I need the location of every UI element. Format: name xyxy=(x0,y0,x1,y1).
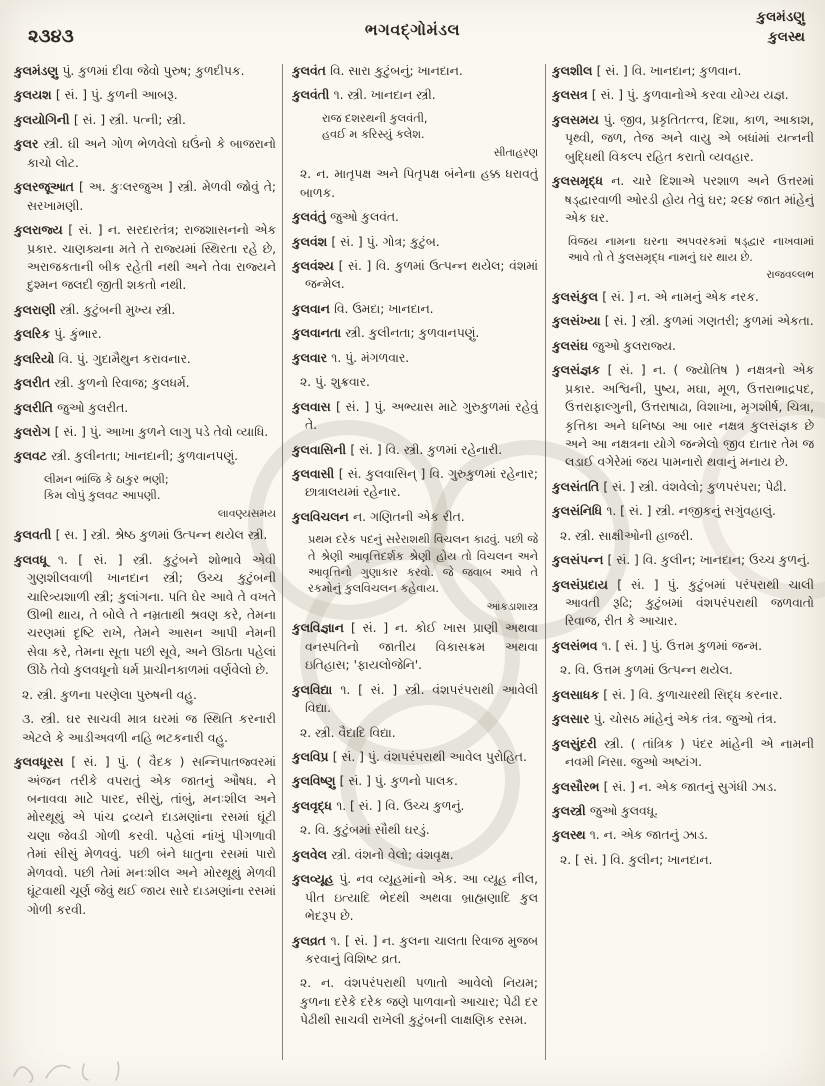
entry-subsense: ૨. સ્ત્રી. વૈદાદિ વિદ્યા. xyxy=(300,725,396,740)
headword: કુલશીલ xyxy=(552,64,597,78)
headword: કુલવિષ્ણુ xyxy=(292,774,340,789)
dictionary-entry: કુલરિયો વિ. પું. ગુદામૈથુન કરાવનાર. xyxy=(14,351,191,366)
dictionary-entry: કુલવાસિની [ સં. ] વિ. સ્ત્રી. કુળમાં રહેનારી. xyxy=(292,442,503,457)
headword: કુલરાણી xyxy=(14,302,60,317)
dictionary-entry: કુલવધૂરસ [ સં. ] પું. ( વૈદક ) સન્નિપાતજ્વરમાં અંજન તરીકે વપરાતું એક જાતનું ઔષધ. ને બનાવવા માટે પારદ, સીસું, તાંબું, મનઃશીલ અને મોરથૂથું એ પાંચ દ્રવ્યને દાડમણાંના રસમાં ઘૂંટી ચણા જેવડી ગોળી કરવી. પહેલાં નાંખું પીગળાવી તેમાં સીસું મેળવવું. પછી બંને ધાતુના રસમાં પારો મેળવવો. પછી તેમાં મનઃશીલ અને મોરથૂથું મેળવી ઘૂંટવાથી ચૂર્ણ જેવું થઈ જાય સારે દાડમણાંના રસમાં ગોળી કરવી. xyxy=(14,755,276,917)
headword: કુલસંનિધિ xyxy=(552,504,607,519)
dictionary-entry: કુલવેલ સ્ત્રી. વંશનો વેલો; વંશવૃક્ષ. xyxy=(292,847,454,862)
headword: કુલમંડણુ xyxy=(14,64,63,78)
headword: કુલરીત xyxy=(14,376,55,391)
dictionary-entry: કુલસુંદરી સ્ત્રી. ( તાંત્રિક ) પંદર માંહેની એ નામની નવમી નિસા. જુઓ અષ્ટાંગ. xyxy=(552,736,814,770)
citation: આંકડાશાસ્ત્ર xyxy=(486,599,538,613)
headword: કુલવટ xyxy=(14,449,52,464)
headword: કુલસંભવ xyxy=(552,638,602,653)
headword: કુલયોગિની xyxy=(14,112,74,127)
headword: કુલવાર xyxy=(292,350,332,365)
text-column-2 xyxy=(292,62,538,1066)
dictionary-entry: કુલવાર ૧. પું. મંગળવાર. xyxy=(292,350,410,365)
headword: કુલવાનતા xyxy=(292,326,346,341)
headword: કુલવૃદ્ધ xyxy=(292,798,337,813)
dictionary-entry: કુલસંઘ જુઓ કુલરાજ્ય. xyxy=(552,338,676,353)
headword: કુલવાસ xyxy=(292,399,336,414)
dictionary-entry: કુલરિક પું. કુંભાર. xyxy=(14,327,102,342)
headword: કુલસંકુલ xyxy=(552,289,603,304)
entry-subsense: ૨. ન. વંશપરંપરાથી પળાતો આવેલો નિયમ; કુળના દરેકે દરેક જણે પાળવાનો આચાર; પેઢી દર પેઢીથી સાચવી રાખેલી કુટુંબની લાક્ષણિક રસમ. xyxy=(300,976,538,1028)
headword: કુલવંશ xyxy=(292,234,332,249)
dictionary-entry: કુલસંપન્ન [ સં. ] વિ. કુલીન; ખાનદાન; ઉચ્ચ કુળનું. xyxy=(552,553,811,568)
dictionary-entry: કુલવટ સ્ત્રી. કુલીનતા; ખાનદાની; કુળવાનપણું. xyxy=(14,449,239,464)
dictionary-entry: કુલવિપ્ર [ સં. ] પું. વંશપરંપરાથી આવેલ પુરોહિત. xyxy=(292,750,527,765)
headword: કુલવાસી xyxy=(292,466,339,481)
dictionary-entry: કુલરીતિ જુઓ કુલરીત. xyxy=(14,400,129,415)
dictionary-entry: કુલવાસ [ સં. ] પું. અભ્યાસ માટે ગુરુકુળમાં રહેવું તે. xyxy=(292,399,538,433)
verse-line: કિમ લોપું કુલવટ આપણી. xyxy=(44,489,161,503)
entry-subsense: ૨. સ્ત્રી. સાક્ષીઓની હાજરી. xyxy=(560,528,694,543)
headword: કુલરીતિ xyxy=(14,400,58,415)
dictionary-entry: કુલસમૃદ્ધ ન. ચારે દિશાએ પરશાળ અને ઉત્તરમાં ષડ્દ્વારવાળી ઓરડી હોય તેવું ઘર; ૨૯૪ જાત માંહેનું એક ઘર. xyxy=(552,174,814,226)
entry-subsense: ૨. સ્ત્રી. કુળના પરણેલા પુરુષની વહુ. xyxy=(22,687,197,702)
headword: કુલસાધક xyxy=(552,687,604,702)
headword: કુલવિદ્યા xyxy=(292,682,341,697)
headword: કુલવધૂ xyxy=(14,552,58,567)
dictionary-entry: કુલવંશ્ય [ સં. ] વિ. કુળમાં ઉત્પન્ન થયેલ; વંશમાં જન્મેલ. xyxy=(292,259,538,292)
pencil-mark xyxy=(6,1056,196,1084)
dictionary-entry: કુલસાધક [ સં. ] વિ. કુળાચારથી સિદ્ધ કરનાર. xyxy=(552,687,783,702)
headword: કુલસત્ર xyxy=(552,88,592,103)
dictionary-entry: કુલવિજ્ઞાન [ સં. ] ન. કોઈ ખાસ પ્રાણી અથવા વનસ્પતિનો જાતીય વિકાસક્રમ અથવા ઇતિહાસ; 'ફાયલોજેનિ'. xyxy=(292,621,538,673)
dictionary-entry: કુલવિષ્ણુ [ સં. ] પું. કુળનો પાલક. xyxy=(292,774,458,789)
headword: કુલવિચલન xyxy=(292,509,353,524)
headword: કુલરજૂઆત xyxy=(14,180,80,195)
guide-word-bottom: કુલસ્થ xyxy=(768,28,805,45)
dictionary-entry: કુલસ્થ ૧. ન. એક જાતનું ઝાડ. xyxy=(552,828,708,843)
headword: કુલવંશ્ય xyxy=(292,259,339,274)
dictionary-entry: કુલશીલ [ સં. ] વિ. ખાનદાન; કુળવાન. xyxy=(552,64,742,78)
headword: કુલસ્થ xyxy=(552,828,590,843)
book-title: ભગવદ્ગોમંડલ xyxy=(364,20,461,39)
verse-line: હવઈ મ કરિસ્યું કલેશ. xyxy=(322,128,425,142)
dictionary-entry: કુલવંતી ૧. સ્ત્રી. ખાનદાન સ્ત્રી. xyxy=(292,88,436,103)
dictionary-entry: કુલસંજ્ઞક [ સં. ] ન. ( જ્યોતિષ ) નક્ષત્રનો એક પ્રકાર. અશ્વિની, પુષ્ય, મઘા, મૂળ, ઉત્તરાભાદ્રપદ, ઉત્તરાફાલ્ગુની, ઉત્તરાષાઢા, વિશાખા, મૃગશીર્ષ, ચિત્રા, કૃત્તિકા અને ધનિષ્ઠા આ બાર નક્ષત્ર કુલસંજ્ઞક છે અને આ નક્ષત્રના યોગે જન્મેલો જીવ દાતાર તેમ જ લડાઈ વગેરેમાં જય પામનારો થવાનું મનાય છે. xyxy=(552,363,814,470)
headword: કુલવતી xyxy=(14,528,56,543)
headword: કુલસંખ્યા xyxy=(552,314,605,329)
headword: કુલસુંદરી xyxy=(552,736,605,751)
headword: કુલસ્ત્રી xyxy=(552,803,590,818)
headword: કુલસંપન્ન xyxy=(552,553,608,568)
headword: કુલરિયો xyxy=(14,351,59,366)
dictionary-entry: કુલસૌરભ [ સં. ] ન. એક જાતનું સુગંધી ઝાડ. xyxy=(552,779,777,794)
headword: કુલસંજ્ઞક xyxy=(552,363,608,378)
headword: કુલવ્યૂહ xyxy=(292,872,340,887)
headword: કુલર xyxy=(14,137,44,152)
entry-subsense: ૨. [ સં. ] વિ. કુલીન; ખાનદાન. xyxy=(560,852,713,867)
dictionary-entry: કુલવધૂ ૧. [ સં. ] સ્ત્રી. કુટુંબને શોભાવે એવી ગુણશીલવાળી ખાનદાન સ્ત્રી; ઉચ્ચ કુટુંબની ચારિત્ર્યશાળી સ્ત્રી; કુલાંગના. પતિ ઘેર આવે તે વખતે ઊભી થાય, તે બોલે તે નમ્રતાથી શ્રવણ કરે, તેમના ચરણમાં દૃષ્ટિ રાખે, તેમને આસન આપી નેમની સેવા કરે, તેમના સૂતા પછી સૂવે, અને ઊઠતા પહેલાં ઊઠે તેવો કુલવધૂનો ધર્મ પ્રાચીનકાળમાં વર્ણવેલો છે. xyxy=(14,552,276,678)
explanatory-note: પ્રથમ દરેક પદનું સરેરાશથી વિચલન કાઢવું. પછી જે તે શ્રેણી આવૃત્તિદર્શક શ્રેણી હોય તો વિચલન અને આવૃત્તિનો ગુણાકાર કરવો. જે જવાબ આવે તે રકમોનું કુલવિચલન કહેવાય. આંકડાશાસ્ત્ર xyxy=(308,533,538,613)
headword: કુલવાન xyxy=(292,301,335,316)
dictionary-entry: કુલયશ [ સં. ] પું. કુળની આબરૂ. xyxy=(14,88,178,103)
dictionary-entry: કુલવાસી [ સં. કુલવાસિન્ ] વિ. ગુરુકુળમાં રહેનાર; છાત્રાલયમાં રહેનાર. xyxy=(292,466,538,500)
text-column-1 xyxy=(14,62,276,1066)
dictionary-entry: કુલવિચલન ન. ગણિતની એક રીત. xyxy=(292,509,465,524)
dictionary-entry: કુલમંડણુ પું. કુળમાં દીવા જેવો પુરુષ; કુળદીપક. xyxy=(14,64,245,78)
dictionary-entry: કુલર સ્ત્રી. ઘી અને ગોળ ભેળવેલો ઘઉંનો કે બાજરાનો કાચો લોટ. xyxy=(14,137,276,170)
page-number: ૨૩૪૩ xyxy=(28,26,74,47)
dictionary-entry: કુલવંતું જુઓ કુલવંત. xyxy=(292,210,399,225)
dictionary-entry: કુલવાનતા સ્ત્રી. કુલીનતા; કુળવાનપણું. xyxy=(292,326,480,341)
entry-subsense: ૨. વિ. ઉત્તમ કુળમાં ઉત્પન્ન થયેલ. xyxy=(560,663,733,678)
dictionary-entry: કુલવૃદ્ધ ૧. [ સં. ] વિ. ઉચ્ચ કુળનું. xyxy=(292,798,465,813)
verse-quote xyxy=(44,472,276,521)
dictionary-entry: કુલરાજ્ય [ સં. ] ન. સરદારતંત્ર; રાજશાસનનો એક પ્રકાર. ચાણક્યના મતે તે રાજ્યમાં સ્થિરતા રહે છે, અરાજકતાની બીક રહેતી નથી અને તેવા રાજ્યને દુશ્મન જલદી જીતી શકતો નથી. xyxy=(14,223,276,293)
dictionary-entry: કુલસાર પું. ચોસઠ માંહેનું એક તંત્ર. જુઓ તંત્ર. xyxy=(552,712,777,727)
dictionary-entry: કુલરાણી સ્ત્રી. કુટુંબની મુખ્ય સ્ત્રી. xyxy=(14,302,176,317)
headword: કુલવિજ્ઞાન xyxy=(292,621,352,636)
explanatory-note: વિજય નામના ઘરના અપવરકમાં ષડ્દ્વાર નાખવામાં આવે તો તે કુલસમૃદ્ધ નામનું ઘર થાય છે. રાજવલ્લભ xyxy=(568,234,814,282)
headword: કુલરાજ્ય xyxy=(14,223,69,238)
dictionary-entry: કુલસંપ્રદાય [ સં. ] પું. કુટુંબમાં પરંપરાથી ચાલી આવતી રૂઢિ; કુટુંબમાં વંશપરંપરાથી જળવાતો રિવાજ, રીત કે આચાર. xyxy=(552,577,814,629)
column-divider xyxy=(282,64,283,1060)
dictionary-entry: કુલસ્ત્રી જુઓ કુલવધૂ. xyxy=(552,803,659,818)
verse-line: રાજ દશરથની કુલવંતી, xyxy=(322,111,428,125)
entry-subsense: ૩. સ્ત્રી. ઘર સાચવી માત્ર ઘરમાં જ સ્થિતિ કરનારી એટલે કે આડીઅવળી નહિ ભટકનારી વહુ. xyxy=(22,712,276,745)
dictionary-entry: કુલરોગ [ સં. ] પું. આખા કુળને લાગુ પડે તેવો વ્યાધિ. xyxy=(14,425,269,439)
headword: કુલયશ xyxy=(14,88,56,103)
dictionary-entry: કુલવંશ [ સં. ] પું. ગોત્ર; કુટુંબ. xyxy=(292,234,440,249)
headword: કુલવંત xyxy=(292,64,331,78)
headword: કુલવંતી xyxy=(292,88,334,103)
dictionary-entry: કુલસંભવ ૧. [ સં. ] પું. ઉત્તમ કુળમાં જન્મ. xyxy=(552,638,763,653)
dictionary-entry: કુલવાન વિ. ઉમદા; ખાનદાન. xyxy=(292,301,434,316)
dictionary-entry: કુલસંખ્યા [ સં. ] સ્ત્રી. કુળમાં ગણતરી; કુળમાં એકતા. xyxy=(552,314,814,329)
guide-word-top: કુલમંડણુ xyxy=(756,9,805,25)
headword: કુલવેલ xyxy=(292,847,332,862)
dictionary-entry: કુલરીત સ્ત્રી. કુળનો રિવાજ; કુલધર્મ. xyxy=(14,376,190,391)
dictionary-entry: કુલસંકુલ [ સં. ] ન. એ નામનું એક નરક. xyxy=(552,289,759,304)
headword: કુલવ્રત xyxy=(292,933,331,948)
verse-line: લીમન ભાંજિ કે ઠાકુર ભણી; xyxy=(44,472,169,486)
dictionary-entry: કુલવ્યૂહ પું. નવ વ્યૂહમાંનો એક. આ વ્યૂહ નીલ, પીત ઇત્યાદિ ભેદથી અથવા બ્રાહ્મણાદિ કુલ ભેદરૂપ છે. xyxy=(292,872,538,924)
headword: કુલવાસિની xyxy=(292,442,351,457)
citation: રાજવલ્લભ xyxy=(766,268,814,282)
headword: કુલસમૃદ્ધ xyxy=(552,174,612,189)
dictionary-entry: કુલસમય પું. જીવ, પ્રકૃતિતત્ત્વ, દિશા, કાળ, આકાશ, પૃથ્વી, જળ, તેજ અને વાયુ એ બધાંમાં યત્નની બુદ્ધિથી વિકલ્પ રહિત કરાતો વ્યવહાર. xyxy=(552,112,814,164)
dictionary-entry: કુલવિદ્યા ૧. [ સં. ] સ્ત્રી. વંશપરંપરાથી આવેલી વિદ્યા. xyxy=(292,682,538,716)
headword: કુલવિપ્ર xyxy=(292,750,333,765)
guide-words xyxy=(757,8,805,47)
citation: સીતાહરણ xyxy=(493,145,538,159)
dictionary-entry: કુલસત્ર [ સં. ] પું. કુળવાનોએ કરવા યોગ્ય યજ્ઞ. xyxy=(552,88,789,103)
dictionary-entry: કુલસંનિધિ ૧. [ સં. ] સ્ત્રી. નજીકનું સગુંવહાલું. xyxy=(552,504,776,519)
dictionary-entry: કુલવતી [ સ. ] સ્ત્રી. શ્રેષ્ઠ કુળમાં ઉત્પન્ન થયેલ સ્ત્રી. xyxy=(14,528,268,543)
text-column-3 xyxy=(552,62,814,1066)
headword: કુલસંતતિ xyxy=(552,479,604,494)
headword: કુલવંતું xyxy=(292,210,331,225)
headword: કુલસૌરભ xyxy=(552,779,604,794)
dictionary-entry: કુલસંતતિ [ સં. ] સ્ત્રી. વંશવેલો; કુળપરંપરા; પેઢી. xyxy=(552,479,787,494)
citation: લાવણ્યસમય xyxy=(217,506,276,520)
dictionary-entry: કુલવ્રત ૧. [ સં. ] ન. કુલના ચાલતા રિવાજ મુજબ કરવાનું વિશિષ્ટ વ્રત. xyxy=(292,933,538,966)
headword: કુલસમય xyxy=(552,112,604,127)
headword: કુલસંઘ xyxy=(552,338,593,353)
headword: કુલસંપ્રદાય xyxy=(552,577,618,592)
entry-subsense: ૨. ન. માતૃપક્ષ અને પિતૃપક્ષ બંનેના હક્ક ધરાવતું બાળક. xyxy=(300,167,538,200)
headword: કુલરોગ xyxy=(14,425,55,439)
headword: કુલરિક xyxy=(14,327,55,342)
entry-subsense: ૨. પું. શુક્રવાર. xyxy=(300,375,370,390)
dictionary-entry: કુલરજૂઆત [ અ. કુઃલરજુઅ ] સ્ત્રી. મેળવી જોવું તે; સરખામણી. xyxy=(14,180,276,213)
headword: કુલવધૂરસ xyxy=(14,755,72,770)
column-divider xyxy=(545,64,546,1060)
entry-subsense: ૨. વિ. કુટુંબમાં સૌથી ઘરડું. xyxy=(300,823,430,838)
dictionary-entry: કુલવંત વિ. સારા કુટુંબનું; ખાનદાન. xyxy=(292,64,463,78)
dictionary-entry: કુલયોગિની [ સં. ] સ્ત્રી. પત્ની; સ્ત્રી. xyxy=(14,112,186,127)
verse-quote xyxy=(322,111,538,160)
headword: કુલસાર xyxy=(552,712,594,727)
